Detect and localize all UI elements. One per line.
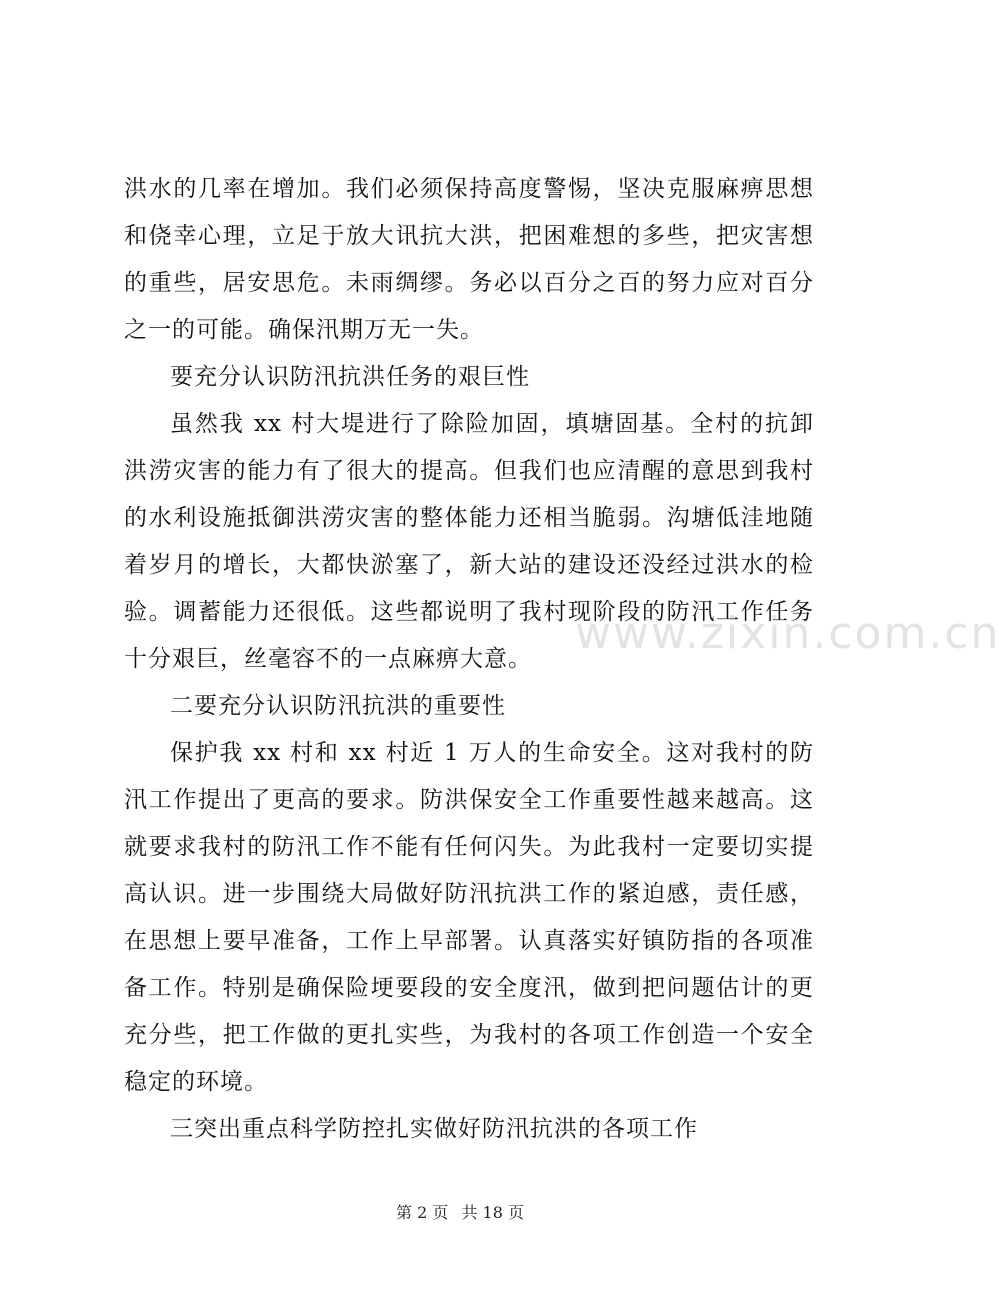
document-body [124, 166, 814, 1153]
paragraph-1: 虽然我 xx 村大堤进行了除险加固，填塘固基。全村的抗卸洪涝灾害的能力有了很大的提高。但我们也应清醒的意思到我村的水利设施抵御洪涝灾害的整体能力还相当脆弱。沟塘低洼地随着岁月的增长，大都快淤塞了，新大站的建设还没经过洪水的检验。调蓄能力还很低。这些都说明了我村现阶段的防汛工作任务十分艰巨，丝毫容不的一点麻痹大意。 [124, 411, 814, 672]
section-heading-3: 三突出重点科学防控扎实做好防汛抗洪的各项工作 [170, 1116, 698, 1142]
section-heading-1: 要充分认识防汛抗洪任务的艰巨性 [170, 364, 530, 390]
watermark: www.zixin.com.cn [575, 608, 1000, 659]
section-heading-2: 二要充分认识防汛抗洪的重要性 [170, 693, 506, 719]
paragraph-2: 保护我 xx 村和 xx 村近 1 万人的生命安全。这对我村的防汛工作提出了更高的要求。防洪保安全工作重要性越来越高。这就要求我村的防汛工作不能有任何闪失。为此我村一定要切实提高认识。进一步围绕大局做好防汛抗洪工作的紧迫感，责任感，在思想上要早准备，工作上早部署。认真落实好镇防指的各项准备工作。特别是确保险埂要段的安全度汛，做到把问题估计的更充分些，把工作做的更扎实些，为我村的各项工作创造一个安全稳定的环境。 [124, 740, 814, 1095]
page-number: 第 2 页 [396, 1203, 449, 1222]
paragraph-continuation: 洪水的几率在增加。我们必须保持高度警惕，坚决克服麻痹思想和侥幸心理，立足于放大讯抗大洪，把困难想的多些，把灾害想的重些，居安思危。未雨绸缪。务必以百分之百的努力应对百分之一的可能。确保汛期万无一失。 [124, 176, 814, 343]
page-footer [0, 1200, 920, 1223]
page-total: 共 18 页 [461, 1203, 524, 1222]
